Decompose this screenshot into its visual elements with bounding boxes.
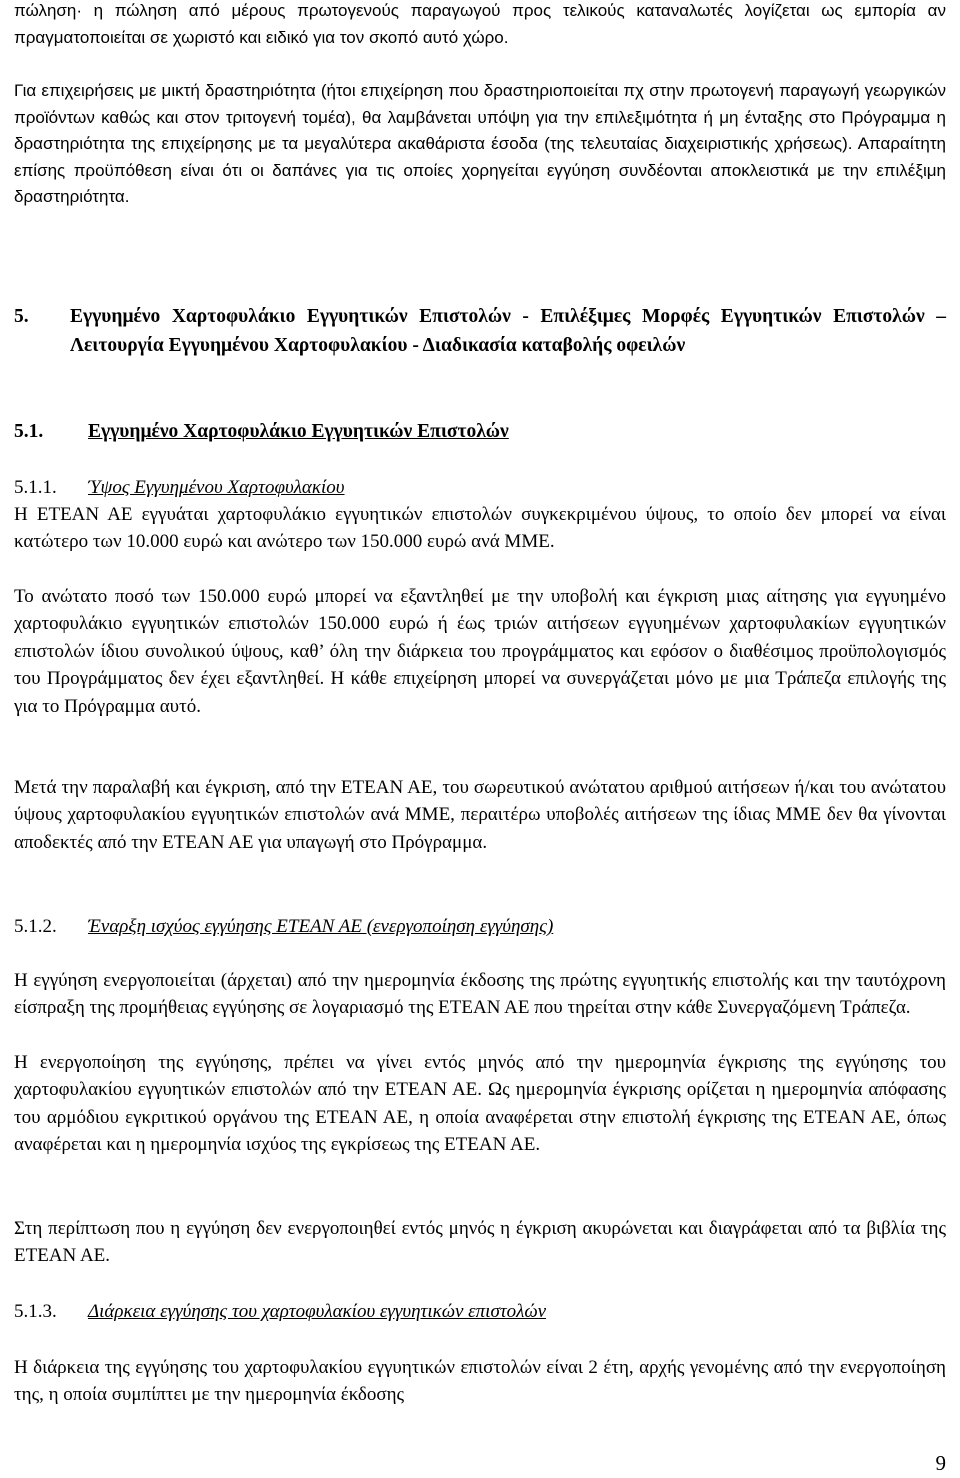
mixed-activity-paragraph: Για επιχειρήσεις με μικτή δραστηριότητα (ήτοι επιχείρηση που δραστηριοποιείται πχ στην πρωτογενή παραγωγή γεωργικών προϊόντων καθώς και στον τριτογενή τομέα), θα λαμβάνεται υπόψη για την επιλεξιμότητα ή μη ένταξης στο Πρόγραμμα η δραστηριότητα της επιχείρησης με τα μεγαλύτερα ακαθάριστα έσοδα (της τελευταίας διαχειριστικής χρήσεως). Απαραίτητη επίσης προϋπόθεση είναι ότι οι δαπάνες για τις οποίες χορηγείται εγγύηση συνδέονται αποκλειστικά με την επιλέξιμη δραστηριότητα. [14,81,946,206]
section-5-1-2-paragraph-1: Η εγγύηση ενεργοποιείται (άρχεται) από την ημερομηνία έκδοσης της πρώτης εγγυητικής επιστολής και την ταυτόχρονη είσπραξη της προμήθειας εγγύησης σε λογαριασμό της ΕΤΕΑΝ ΑΕ που τηρείται στην κάθε Συνεργαζόμενη Τράπεζα. [14,970,946,1019]
section-5-1-title: Εγγυημένο Χαρτοφυλάκιο Εγγυητικών Επιστολών [88,421,509,442]
section-5-number: 5. [14,306,29,327]
section-5-1-2-heading [14,913,946,940]
section-5-1-1-number: 5.1.1. [14,477,57,498]
section-5-1-1-heading [14,474,946,501]
page-number: 9 [935,1451,946,1475]
section-5-1-number: 5.1. [14,421,44,442]
section-5-1-1-title: Ύψος Εγγυημένου Χαρτοφυλακίου [88,477,345,498]
section-5-1-3-title: Διάρκεια εγγύησης του χαρτοφυλακίου εγγυητικών επιστολών [88,1301,547,1322]
section-5-1-1-paragraph-3: Μετά την παραλαβή και έγκριση, από την ΕΤΕΑΝ ΑΕ, του σωρευτικού ανώτατου αριθμού αιτήσεων ή/και του ανώτατου ύψους χαρτοφυλακίου εγγυητικών επιστολών ανά ΜΜΕ, περαιτέρω υποβολές αιτήσεων της ίδιας ΜΜΕ δεν θα γίνονται αποδεκτές από την ΕΤΕΑΝ ΑΕ για υπαγωγή στο Πρόγραμμα. [14,777,946,853]
document-page [14,0,946,1478]
intro-paragraph: πώληση· η πώληση από μέρους πρωτογενούς παραγωγού προς τελικούς καταναλωτές λογίζεται ως εμπορία αν πραγματοποιείται σε χωριστό και ειδικό για τον σκοπό αυτό χώρο. [14,1,946,47]
section-5-1-heading [14,418,946,447]
section-5-1-2-paragraph-2: Η ενεργοποίηση της εγγύησης, πρέπει να γίνει εντός μηνός από την ημερομηνία έγκρισης της εγγύησης του χαρτοφυλακίου εγγυητικών επιστολών από την ΕΤΕΑΝ ΑΕ. Ως ημερομηνία έγκρισης ορίζεται η ημερομηνία απόφασης του αρμόδιου εγκριτικού οργάνου της ΕΤΕΑΝ ΑΕ, η οποία αναφέρεται στην επιστολή έγκρισης της ΕΤΕΑΝ ΑΕ, όπως αναφέρεται και η ημερομηνία ισχύος της εγκρίσεως της ΕΤΕΑΝ ΑΕ. [14,1052,946,1156]
section-5-1-1-paragraph-1: Η ΕΤΕΑΝ ΑΕ εγγυάται χαρτοφυλάκιο εγγυητικών επιστολών συγκεκριμένου ύψους, το οποίο δεν μπορεί να είναι κατώτερο των 10.000 ευρώ και ανώτερο των 150.000 ευρώ ανά ΜΜΕ. [14,504,946,553]
section-5-1-3-paragraph-1: Η διάρκεια της εγγύησης του χαρτοφυλακίου εγγυητικών επιστολών είναι 2 έτη, αρχής γενομένης από την ενεργοποίηση της, η οποία συμπίπτει με την ημερομηνία έκδοσης [14,1357,946,1406]
section-5-1-3-number: 5.1.3. [14,1301,57,1322]
section-5-title: Εγγυημένο Χαρτοφυλάκιο Εγγυητικών Επιστολών - Επιλέξιμες Μορφές Εγγυητικών Επιστολών – Λειτουργία Εγγυημένου Χαρτοφυλακίου - Διαδικασία καταβολής οφειλών [70,306,946,356]
section-5-1-1-paragraph-2: Το ανώτατο ποσό των 150.000 ευρώ μπορεί να εξαντληθεί με την υποβολή και έγκριση μιας αίτησης για εγγυημένο χαρτοφυλάκιο εγγυητικών επιστολών 150.000 ευρώ ή έως τριών αιτήσεων εγγυημένων χαρτοφυλακίων εγγυητικών επιστολών ίδιου συνολικού ύψους, καθ’ όλη την διάρκεια του προγράμματος και εφόσον ο διαθέσιμος προϋπολογισμός του Προγράμματος δεν έχει εξαντληθεί. Η κάθε επιχείρηση μπορεί να συνεργάζεται μόνο με μια Τράπεζα επιλογής της για το Πρόγραμμα αυτό. [14,586,946,717]
section-5-1-2-title: Έναρξη ισχύος εγγύησης ΕΤΕΑΝ ΑΕ (ενεργοποίηση εγγύησης) [88,916,554,937]
section-5-1-2-number: 5.1.2. [14,916,57,937]
section-5-1-3-heading [14,1298,946,1325]
section-5-heading [14,303,946,360]
section-5-1-2-paragraph-3: Στη περίπτωση που η εγγύηση δεν ενεργοποιηθεί εντός μηνός η έγκριση ακυρώνεται και διαγράφεται από τα βιβλία της ΕΤΕΑΝ ΑΕ. [14,1218,946,1267]
